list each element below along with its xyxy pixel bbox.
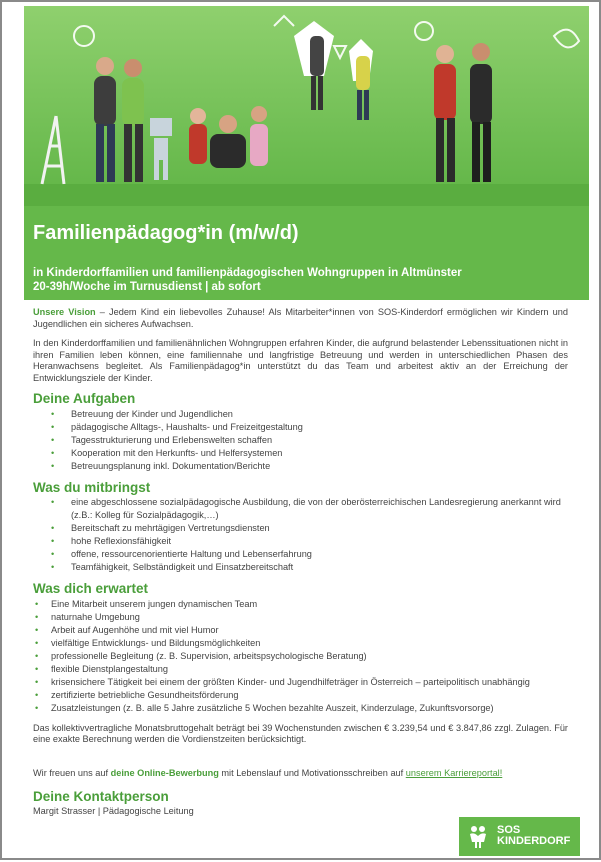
list-item: • pädagogische Alltags-, Haushalts- und Freizeitgestaltung [33, 421, 568, 434]
hero-illustration [24, 6, 589, 210]
list-item: • hohe Reflexionsfähigkeit [33, 535, 568, 548]
list-item: • vielfältige Entwicklungs- und Bildungsmöglichkeiten [33, 637, 568, 650]
vision-label: Unsere Vision [33, 307, 96, 317]
section-heading-mitbringst: Was du mitbringst [33, 479, 151, 495]
application-paragraph [33, 768, 568, 780]
list-item: • eine abgeschlossene sozialpädagogische Ausbildung, die von der oberösterreichischen Landesregierung anerkannt wird (z.B.: Kolleg für Sozialpädagogik,…) [33, 496, 568, 522]
list-item: • Betreuung der Kinder und Jugendlichen [33, 408, 568, 421]
subtitle-hours: 20-39h/Woche im Turnusdienst | ab sofort [33, 281, 261, 293]
list-item: • krisensichere Tätigkeit bei einem der größten Kinder- und Jugendhilfeträger in Österreich – parteipolitisch unabhängig [33, 676, 568, 689]
vision-text: – Jedem Kind ein liebevolles Zuhause! Als Mitarbeiter*innen von SOS-Kinderdorf ermöglichen wir Kindern und Jugendlichen ein sicheres Aufwachsen. [33, 307, 568, 329]
career-portal-link[interactable]: unserem Karriereportal! [405, 767, 503, 778]
application-text-2: mit Lebenslauf und Motivationsschreiben auf [218, 767, 406, 778]
context-paragraph: In den Kinderdorffamilien und familienähnlichen Wohngruppen erfahren Kinder, die aufgrund belastender Lebenssituationen nicht in ihren Familien leben können, eine familiennahe und langfristige Betreuung und werden in unterschiedlichen Phasen des Heranwachsens begleitet. Als Familienpädagog*in unterstützt du das Team und arbeitest aktiv an der Erreichung der Entwicklungsziele der Kinder. [33, 338, 568, 383]
application-text-1: Wir freuen uns auf [33, 767, 111, 778]
job-title: Familienpädagog*in (m/w/d) [33, 222, 299, 244]
list-item: • Tagesstrukturierung und Erlebenswelten schaffen [33, 434, 568, 447]
children-icon [467, 824, 489, 848]
list-item: • Teamfähigkeit, Selbständigkeit und Einsatzbereitschaft [33, 561, 568, 574]
aufgaben-list [33, 408, 568, 473]
list-item: • flexible Dienstplangestaltung [33, 663, 568, 676]
intro-paragraph [33, 307, 568, 330]
section-heading-aufgaben: Deine Aufgaben [33, 391, 136, 406]
list-item: • Zusatzleistungen (z. B. alle 5 Jahre zusätzliche 5 Wochen bezahlte Auszeit, Kinderzulage, Zukunftsvorsorge) [33, 702, 568, 715]
mitbringst-list [33, 496, 568, 574]
job-subtitle [33, 266, 462, 294]
logo-line-1: SOS [497, 824, 521, 836]
list-item: • Betreuungsplanung inkl. Dokumentation/Berichte [33, 460, 568, 473]
list-item: • offene, ressourcenorientierte Haltung und Lebenserfahrung [33, 548, 568, 561]
application-bold: deine Online-Bewerbung [110, 767, 219, 778]
list-item: • professionelle Begleitung (z. B. Supervision, arbeitspsychologische Beratung) [33, 650, 568, 663]
contact-person: Margit Strasser | Pädagogische Leitung [33, 805, 194, 816]
list-item: • Eine Mitarbeit unserem jungen dynamischen Team [33, 598, 568, 611]
section-heading-contact: Deine Kontaktperson [33, 789, 169, 804]
job-description [33, 307, 568, 817]
erwartet-list [33, 598, 568, 715]
sos-kinderdorf-logo [459, 817, 580, 856]
list-item: • zertifizierte betriebliche Gesundheitsförderung [33, 689, 568, 702]
list-item: • Bereitschaft zu mehrtägigen Vertretungsdiensten [33, 522, 568, 535]
logo-wordmark [497, 825, 570, 847]
section-heading-erwartet: Was dich erwartet [33, 581, 149, 596]
subtitle-location: in Kinderdorffamilien und familienpädagogischen Wohngruppen in Altmünster [33, 267, 462, 279]
list-item: • Arbeit auf Augenhöhe und mit viel Humor [33, 624, 568, 637]
salary-paragraph: Das kollektivvertragliche Monatsbruttogehalt beträgt bei 39 Wochenstunden zwischen € 3.239,54 und € 3.847,86 zzgl. Zulagen. Für eine exakte Berechnung werden die Vordienstzeiten berücksichtigt. [33, 722, 568, 744]
title-banner [24, 206, 589, 300]
logo-line-2: KINDERDORF [497, 835, 571, 847]
list-item: • naturnahe Umgebung [33, 611, 568, 624]
list-item: • Kooperation mit den Herkunfts- und Helfersystemen [33, 447, 568, 460]
